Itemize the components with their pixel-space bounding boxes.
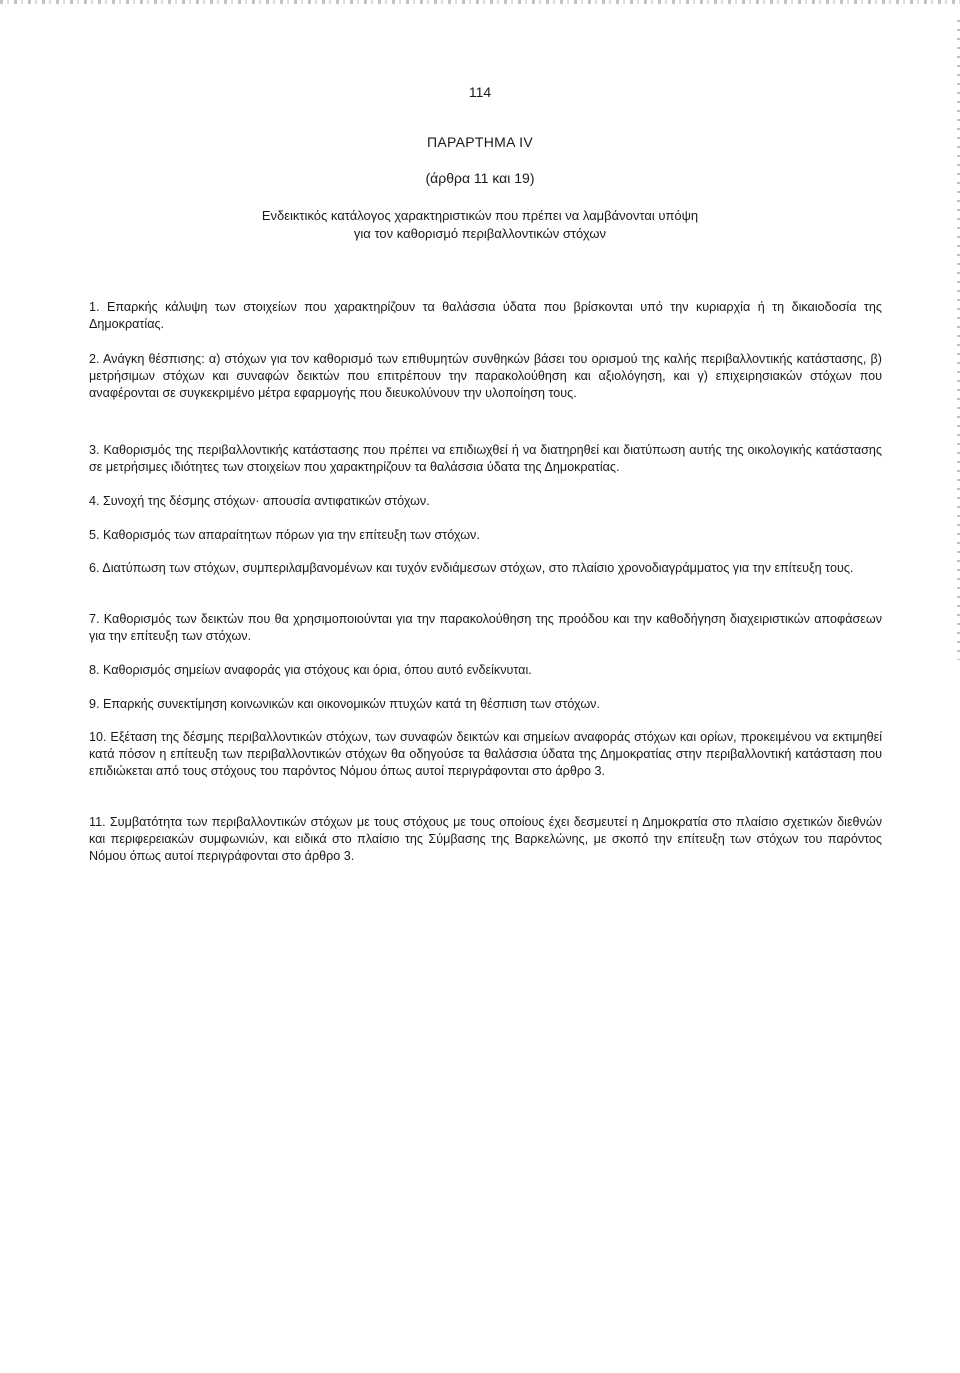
list-item-10: 10. Εξέταση της δέσμης περιβαλλοντικών στόχων, των συναφών δεικτών και σημείων αναφοράς στόχων και ορίων, προκειμένου να εκτιμηθεί κατά πόσον η επίτευξη των περιβαλλοντικών στόχων θα οδηγούσε τα θαλάσσια ύδατα της Δημοκρατίας στην περιβαλλοντική κατάσταση που επιδιώκεται από τους στόχους του παρόντος Νόμου όπως αυτοί περιγράφονται στο άρθρο 3. bbox=[89, 730, 882, 778]
list-item-2: 2. Ανάγκη θέσπισης: α) στόχων για τον καθορισμό των επιθυμητών συνθηκών βάσει του ορισμού της καλής περιβαλλοντικής κατάστασης, β) μετρήσιμων στόχων και συναφών δεικτών που επιτρέπουν την παρακολούθηση και αξιολόγηση, και γ) επιχειρησιακών στόχων που αναφέρονται σε συγκεκριμένο μέτρα εφαρμογής που διευκολύνουν την υλοποίηση τους. bbox=[89, 352, 882, 400]
list-item-1: 1. Επαρκής κάλυψη των στοιχείων που χαρακτηρίζουν τα θαλάσσια ύδατα που βρίσκονται υπό την κυριαρχία ή τη δικαιοδοσία της Δημοκρατίας. bbox=[89, 300, 882, 331]
list-item-5: 5. Καθορισμός των απαραίτητων πόρων για την επίτευξη των στόχων. bbox=[89, 528, 480, 542]
page-number: 114 bbox=[468, 84, 492, 100]
list-item-6: 6. Διατύπωση των στόχων, συμπεριλαμβανομένων και τυχόν ενδιάμεσων στόχων, στο πλαίσιο χρονοδιαγράμματος για την επίτευξη τους. bbox=[89, 561, 854, 575]
annex-subtitle-line-1: Ενδεικτικός κατάλογος χαρακτηριστικών που πρέπει να λαμβάνονται υπόψη bbox=[261, 208, 699, 223]
list-item-9: 9. Επαρκής συνεκτίμηση κοινωνικών και οικονομικών πτυχών κατά τη θέσπιση των στόχων. bbox=[89, 697, 600, 711]
annex-articles-reference: (άρθρα 11 και 19) bbox=[425, 170, 535, 186]
list-item-7: 7. Καθορισμός των δεικτών που θα χρησιμοποιούνται για την παρακολούθηση της προόδου και την καθοδήγηση διαχειριστικών αποφάσεων για την επίτευξη των στόχων. bbox=[89, 612, 882, 643]
list-item-4: 4. Συνοχή της δέσμης στόχων· απουσία αντιφατικών στόχων. bbox=[89, 494, 430, 508]
characteristics-list bbox=[89, 0, 882, 1373]
annex-title: ΠΑΡΑΡΤΗΜΑ IV bbox=[426, 134, 534, 150]
annex-subtitle-line-2: για τον καθορισμό περιβαλλοντικών στόχων bbox=[353, 226, 607, 241]
list-item-3: 3. Καθορισμός της περιβαλλοντικής κατάστασης που πρέπει να επιδιωχθεί ή να διατηρηθεί και διατύπωση αυτής της οικολογικής κατάστασης σε μετρήσιμες ιδιότητες των στοιχείων που χαρακτηρίζουν τα θαλάσσια ύδατα της Δημοκρατίας. bbox=[89, 443, 882, 474]
list-item-8: 8. Καθορισμός σημείων αναφοράς για στόχους και όρια, όπου αυτό ενδείκνυται. bbox=[89, 663, 532, 677]
list-item-11: 11. Συμβατότητα των περιβαλλοντικών στόχων με τους στόχους με τους οποίους έχει δεσμευτεί η Δημοκρατία στο πλαίσιο σχετικών διεθνών και περιφερειακών συμφωνιών, και ειδικά στο πλαίσιο της Σύμβασης της Βαρκελώνης, με σκοπό την επίτευξη των στόχων του παρόντος Νόμου όπως αυτοί περιγράφονται στο άρθρο 3. bbox=[89, 815, 882, 863]
